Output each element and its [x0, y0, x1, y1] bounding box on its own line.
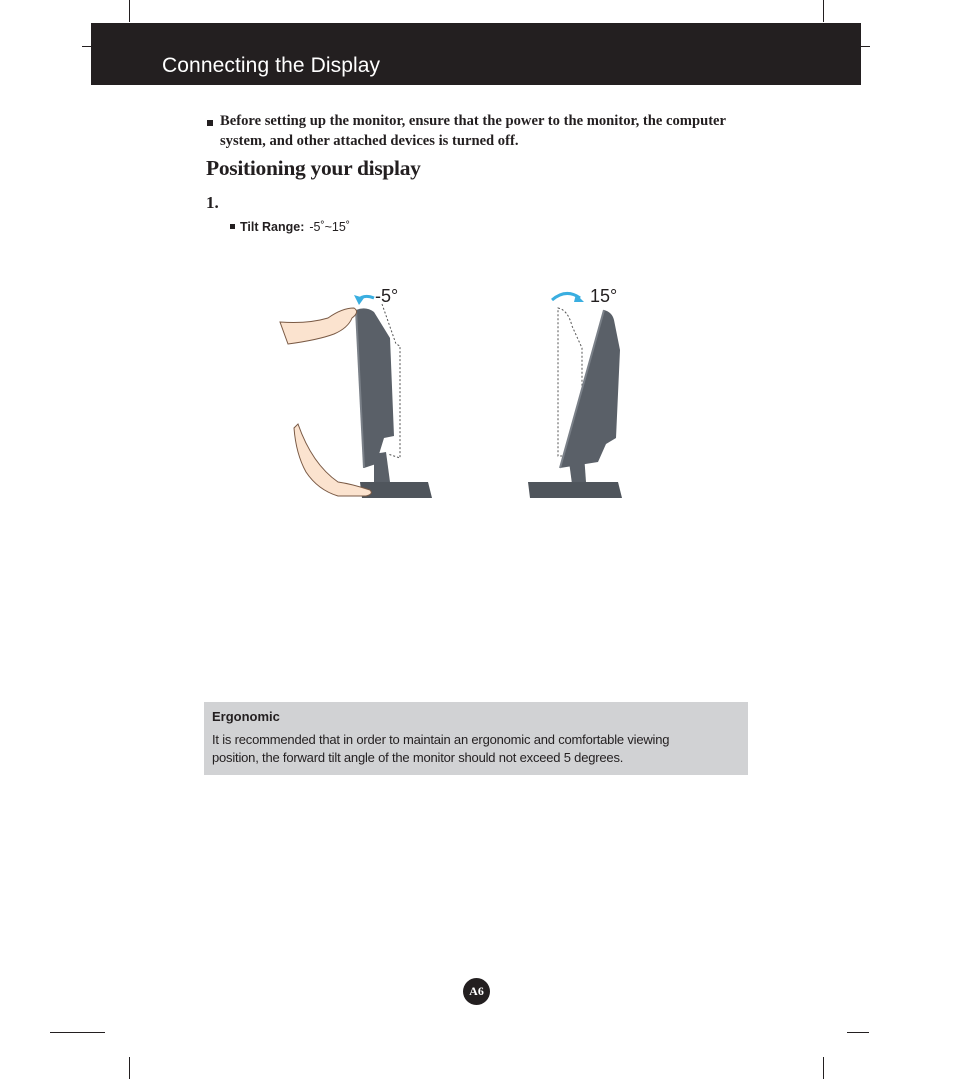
tilt-range-value: -5˚~15˚ [309, 220, 351, 234]
upper-hand [280, 308, 357, 344]
page-number-badge: A6 [463, 978, 490, 1005]
monitor-stand-neck [374, 452, 390, 484]
tilt-back-illustration [278, 286, 438, 502]
monitor-stand-base [360, 482, 432, 498]
lower-hand [294, 424, 371, 496]
crop-mark [82, 46, 91, 47]
square-bullet-icon [207, 120, 213, 126]
crop-mark [823, 0, 824, 22]
square-bullet-icon [230, 224, 235, 229]
section-heading: Positioning your display [206, 156, 421, 180]
monitor-stand-neck [568, 454, 586, 484]
tilt-forward-illustration [524, 286, 634, 502]
crop-mark [129, 1057, 130, 1079]
fifteen-angle-label: 15° [590, 286, 618, 306]
crop-mark [823, 1057, 824, 1079]
tilt-range-line [230, 220, 350, 234]
page-title: Connecting the Display [162, 54, 381, 77]
crop-mark [129, 0, 130, 22]
power-off-note [206, 111, 766, 151]
crop-mark [847, 1032, 869, 1033]
step-number: 1. [206, 193, 219, 212]
crop-mark [50, 1032, 105, 1033]
minus-five-angle-label: -5° [375, 286, 399, 306]
crop-mark [861, 46, 870, 47]
ergonomic-body: It is recommended that in order to maintain an ergonomic and comfortable viewing position, the forward tilt angle of the monitor should not exceed 5 degrees. [212, 732, 670, 765]
note-text: Before setting up the monitor, ensure that the power to the monitor, the computer system, and other attached devices is turned off. [220, 113, 726, 149]
ergonomic-title: Ergonomic [212, 709, 280, 724]
monitor-panel [560, 310, 620, 468]
ergonomic-callout [204, 702, 748, 775]
monitor-panel [356, 308, 394, 468]
tilt-range-label: Tilt Range: [240, 220, 305, 234]
monitor-stand-base [528, 482, 622, 498]
header-bar [91, 23, 861, 85]
